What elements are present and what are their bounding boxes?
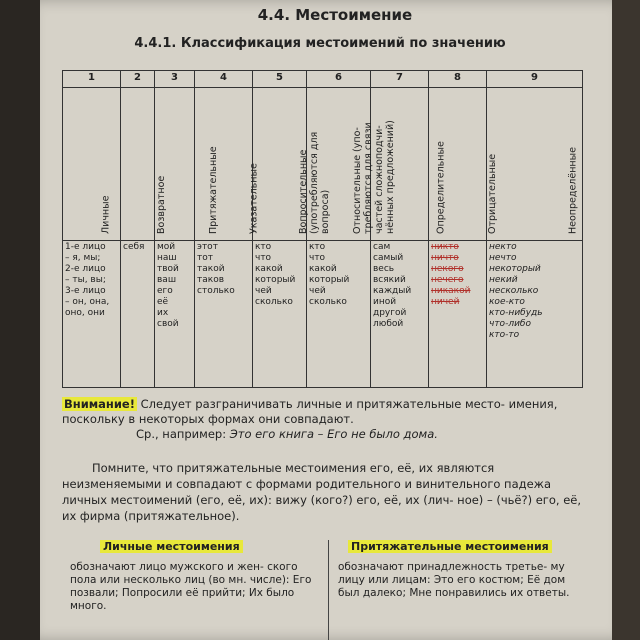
cell-demonstrative: этот тот такой таков столько — [195, 241, 253, 388]
column-number: 8 — [429, 71, 487, 88]
header-label: Определительные — [434, 141, 446, 234]
remember-paragraph: Помните, что притяжательные местоимения его, её, их являются неизменяемыми и совпадают с формами родительного и винительного падежа личных местоимений (его, её, их): вижу (кого?) его, её, их (лич- ное) – (чьё?) его, её, их фирма (притяжательное). — [62, 461, 582, 523]
header-cell-negative — [429, 88, 498, 241]
header-cell-reflexive — [121, 88, 167, 241]
classification-table — [62, 70, 583, 388]
cell-interrogative: кто что какой который чей сколько — [253, 241, 307, 388]
header-cell-attributive — [371, 88, 446, 241]
column-divider — [328, 540, 329, 640]
header-label: Притяжательные — [207, 146, 219, 234]
possessive-text: обозначают принадлежность третье- му лицу или лицам: Это его костюм; Её дом был далеко; Мне понравились их ответы. — [338, 561, 570, 599]
personal-column — [70, 540, 315, 613]
column-number: 4 — [195, 71, 253, 88]
header-cell-demonstrative — [195, 88, 259, 241]
header-label: Личные — [99, 195, 111, 234]
subsection-title: 4.4.1. Классификация местоимений по значению — [134, 36, 506, 51]
possessive-title: Притяжательные местоимения — [348, 540, 552, 553]
column-number-row — [63, 71, 583, 88]
header-cell-personal — [63, 88, 121, 241]
header-label: Указательные — [247, 163, 259, 234]
column-number: 3 — [155, 71, 195, 88]
header-cell-relative — [307, 88, 396, 241]
header-label: Относительные (упо- требляются для связи частей сложноподчи- нённых предложений) — [351, 120, 396, 234]
cell-relative: кто что какой который чей сколько — [307, 241, 371, 388]
personal-title: Личные местоимения — [100, 540, 243, 553]
header-cell-interrogative — [253, 88, 331, 241]
header-row — [63, 88, 583, 241]
header-cell-possessive — [155, 88, 219, 241]
personal-text: обозначают лицо мужского и жен- ского пола или несколько лиц (во мн. числе): Его позвали; Попросили её прийти; Их было много. — [70, 561, 312, 612]
cell-negative: никто ничто некого нечего никакой ничей — [429, 241, 487, 388]
examples-row — [63, 241, 583, 388]
column-number: 2 — [121, 71, 155, 88]
example-text: Это его книга – Его не было дома. — [229, 427, 438, 441]
attention-label: Внимание! — [64, 397, 135, 411]
attention-note — [62, 397, 582, 442]
column-number: 9 — [487, 71, 583, 88]
book-page — [40, 0, 630, 640]
possessive-column — [338, 540, 583, 600]
section-title: 4.4. Местоимение — [257, 6, 413, 24]
cell-personal: 1-е лицо – я, мы; 2-е лицо – ты, вы; 3-е лицо – он, она, оно, они — [63, 241, 121, 388]
book-edge — [612, 0, 640, 640]
cell-possessive: мой наш твой ваш его её их свой — [155, 241, 195, 388]
attention-text: Следует разграничивать личные и притяжательные место- имения, поскольку в некоторых формах они совпадают. — [62, 397, 558, 426]
header-label: Возвратное — [155, 175, 167, 234]
header-cell-indefinite — [487, 88, 583, 241]
column-number: 1 — [63, 71, 121, 88]
cell-attributive: сам самый весь всякий каждый иной другой любой — [371, 241, 429, 388]
example-prefix: Ср., например: — [136, 427, 230, 441]
cell-indefinite: некто нечто некоторый некий несколько кое-кто кто-нибудь что-либо кто-то — [487, 241, 583, 388]
column-number: 6 — [307, 71, 371, 88]
comparison-columns — [70, 540, 580, 640]
header-label: Неопределённые — [566, 147, 578, 234]
column-number: 7 — [371, 71, 429, 88]
column-number: 5 — [253, 71, 307, 88]
header-label: Вопросительные (употребляются для вопроса) — [297, 131, 331, 234]
header-label: Отрицательные — [486, 153, 498, 234]
cell-reflexive: себя — [121, 241, 155, 388]
